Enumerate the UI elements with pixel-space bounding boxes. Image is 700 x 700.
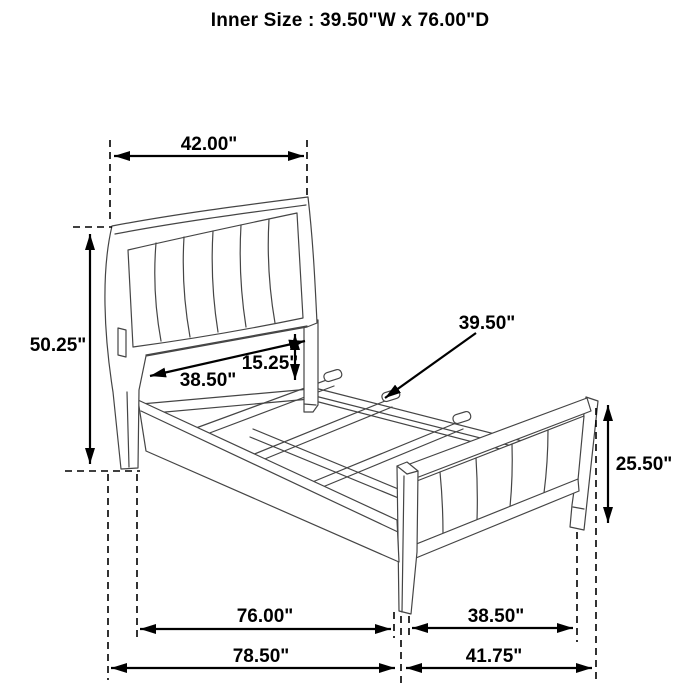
overall-width-label: 41.75" [465,646,523,667]
footboard-inner-width-label: 38.50" [467,606,525,627]
slat-width-label: 39.50" [458,313,516,334]
inner-length-label: 76.00" [236,606,294,627]
inner-size-title: Inner Size : 39.50"W x 76.00"D [210,10,490,31]
headboard [105,197,317,469]
rail-height-label: 15.25" [241,353,299,374]
head-cross-member [141,389,310,414]
footboard-near-post [397,462,418,614]
slat-width-pointer [385,333,476,398]
headboard-height-label: 50.25" [29,335,87,356]
overall-length-label: 78.50" [232,646,290,667]
headboard-bracket [118,328,126,357]
headboard-width-label: 42.00" [180,134,238,155]
near-side-rail [138,400,399,562]
footboard-height-label: 25.50" [615,454,673,475]
headboard-inner-width-label: 38.50" [179,370,237,391]
bed-frame-drawing [105,197,598,614]
headboard-far-leg [304,320,318,412]
headboard-body [105,197,317,469]
